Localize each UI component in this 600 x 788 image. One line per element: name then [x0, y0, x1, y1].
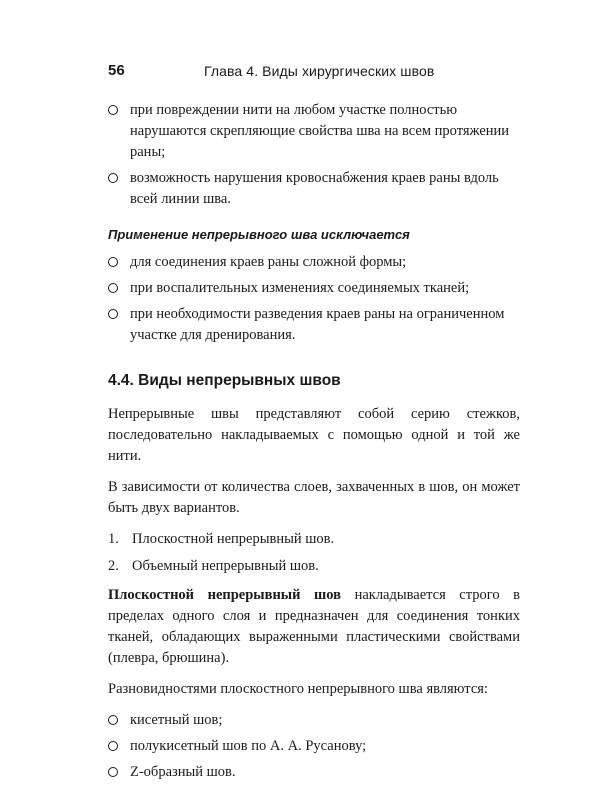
running-header: [108, 62, 520, 86]
variants-list: [108, 529, 520, 577]
list-item-text: для соединения краев раны сложной формы;: [130, 254, 407, 270]
numbered-item: [108, 556, 520, 577]
types-list: [108, 710, 520, 783]
contraindications-heading: Применение непрерывного шва исключается: [108, 227, 410, 242]
item-number: 1.: [108, 531, 119, 547]
page-content: [108, 100, 520, 788]
list-item: [108, 278, 520, 299]
numbered-item-text: Плоскостной непрерывный шов.: [132, 531, 335, 547]
item-number: 2.: [108, 558, 119, 574]
paragraph-planar-suture: [108, 585, 520, 669]
paragraph-types-intro: Разновидностями плоскостного непрерывного шва являются:: [108, 681, 488, 697]
paragraph-definition: Непрерывные швы представляют собой серию стежков, последовательно накладываемых с помощью одной и той же нити.: [108, 406, 520, 464]
list-item-text: возможность нарушения кровоснабжения краев раны вдоль всей линии шва.: [130, 170, 499, 207]
section-title: 4.4. Виды непрерывных швов: [108, 372, 341, 389]
list-item: [108, 762, 520, 783]
list-item-text: при воспалительных изменениях соединяемых тканей;: [130, 280, 470, 296]
circle-bullet-icon: [108, 105, 118, 115]
list-item-text: полукисетный шов по А. А. Русанову;: [130, 738, 367, 754]
paragraph-variants-intro: В зависимости от количества слоев, захваченных в шов, он может быть двух вариантов.: [108, 479, 520, 516]
circle-bullet-icon: [108, 257, 118, 267]
list-item: [108, 168, 520, 210]
chapter-title: Глава 4. Виды хирургических швов: [204, 63, 435, 79]
list-item-text: при необходимости разведения краев раны на ограниченном участке для дренирования.: [130, 306, 505, 343]
numbered-item-text: Объемный непрерывный шов.: [132, 558, 319, 574]
list-item: [108, 304, 520, 346]
list-item-text: при повреждении нити на любом участке полностью нарушаются скрепляющие свойства шва на всем протяжении раны;: [130, 102, 510, 160]
page-number: 56: [108, 62, 125, 79]
numbered-item: [108, 529, 520, 550]
list-item: [108, 736, 520, 757]
circle-bullet-icon: [108, 715, 118, 725]
disadvantages-list: [108, 100, 520, 210]
list-item-text: Z-образный шов.: [130, 764, 236, 780]
bold-term: Плоскостной непрерывный шов: [108, 587, 342, 603]
circle-bullet-icon: [108, 283, 118, 293]
circle-bullet-icon: [108, 767, 118, 777]
list-item: [108, 252, 520, 273]
paragraph-text: накладывается строго в пределах одного слоя и предназначен для соединения тонких тканей, обладающих выраженными пластическими свойствами (плевра, брюшина).: [108, 587, 521, 666]
circle-bullet-icon: [108, 173, 118, 183]
list-item-text: кисетный шов;: [130, 712, 223, 728]
list-item: [108, 710, 520, 731]
circle-bullet-icon: [108, 309, 118, 319]
contraindications-list: [108, 252, 520, 346]
list-item: [108, 100, 520, 163]
